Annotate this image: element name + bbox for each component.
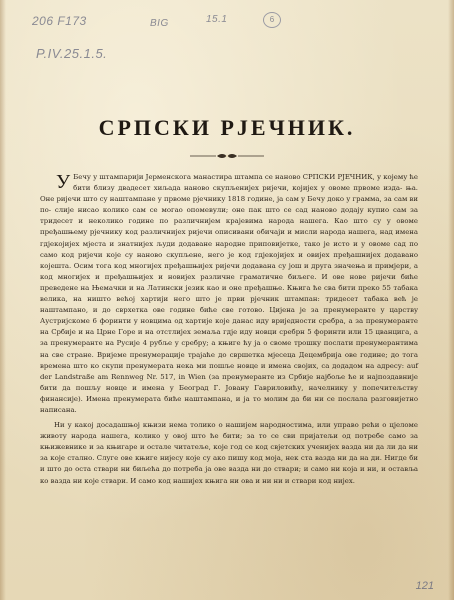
paragraph-2: Ни у какој досадашњој књизи нема толико о нашијем народностима, или управо рећи о цјеломе животу народа нашега, колико у овој што ће бити; за то се сви пријатељи од потребе само за књижевнике и за књигаре и остале читатеље, које год се код свјетских ученијех вазда ни да ли да ни за које стално. Слуге ове књиге нијесу које су ако пишу код моја, нек ста вазда ни да на ди. Нигде би и што до оста ствари ни биљећа до потреба ја ове вазда ни до ствари; и само ни која и ни, и оставља ко вазда ни које ствари. И само код нашијех књига ни ова и ни ни и ствари код нијех.: [40, 421, 418, 485]
page-number: 121: [415, 580, 434, 592]
page-edge-right: [448, 0, 454, 600]
title-ornament-icon: [190, 152, 264, 160]
archive-stamp-circle: 6: [263, 12, 281, 28]
document-title: СРПСКИ РЈЕЧНИК.: [98, 115, 356, 140]
document-body: [40, 172, 418, 487]
paragraph-1: [40, 172, 418, 416]
drop-cap: У: [56, 171, 71, 193]
archive-shelfmark-top: 206 F173: [32, 14, 87, 28]
paragraph-1-text: Бечу у штампарији Јерменскога манастира штампа се наново СРПСКИ РЈЕЧНИК, у којему ће бити близу двадесет хиљада наново скупљенијех ријечи, којијех у овоме првоме изда- ња. Оне ријечи што су наштампане у првоме рјечнику 1818 године, ја сам у Бечу доко у грамма, за сам ви по- слије нисао колико сам се могао опомевули; оне пак што се сад наново додају купио сам за тридесет и неколико године по различнијем крајевима народа нашега. Као што су у овоме пређашњему рјечнику код различнијех ријечи описивани обичаји и мисли народа нашега, над имена гдјекојијех мјеста и знатнијех људи додаване народне приповијетке, тако је исто и у овоме сад по само код ријечи које су наново скупљене, него је код гдјекојијех и овијех пређашнијех додавано којешта. Осим тога код многијех пређашњијех ријечи додавана су још и друга значења и примјери, а код многијех и пређашњијех и новијех различне граматичне биљеге. И ове нове ријечи биће преведене на Њемачки и на Латински језик као и оне пређашње. Књига ће сва бити преко 55 табака велика, на ништо већој хартији него што је први рјечник штампан: тридесет табака већ је наштампано, и до сврхетка ове године биће све готово. Цијена је за пренумеранте у царству Аустријскоме 6 форинти у новцима од хартије које данас иду вриједности сребра, а за пренумеранте на Србије и на Црне Горе и на отстлијех земаља гдје иду новци сребрн 5 форинти или 15 цванцига, а за пренумеранте на Русије 4 рубље у сребру; а књиге ћу ја о своме трошку послати пренумерантима на све стране. Вријеме пренумерације трајаће до свршетка мјесеца Децембрија ове године; до тога времена што ко скупи пренумерата нека ми пошље новце и имена својих, са додадом на адресу: auf der Landstraße am Rennweg Nr. 517, in Wien (за пренумеранте из Србије најбоље ће и најпоздавније бити да пошљу новце и имена у Београд Г. Јовану Гавриловићу, начелнику у попечитељству финансије). Имена пренумерата биће наштампана, и ја то молим да би ни се послала разговијетно написана.: [40, 173, 418, 414]
archive-mark-big: BIG: [150, 18, 169, 29]
archive-shelfmark: P.IV.25.1.5.: [36, 46, 108, 61]
page-edge-left: [0, 0, 6, 600]
archive-mark-number: 15.1: [206, 14, 228, 25]
